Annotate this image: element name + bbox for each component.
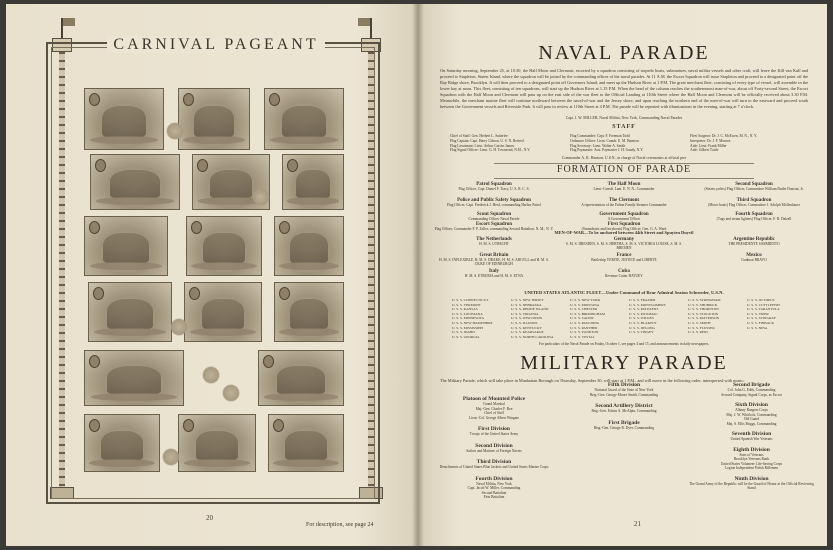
ship-name: U. S. S. FINBACK: [747, 320, 775, 325]
squadron-name: Scout Squadron: [476, 212, 512, 217]
nation-detail: H. M. S. UTRECHT: [479, 242, 509, 246]
staff-entry: Flag Captain: Capt. Harry Gibson, U. S. N. Retired: [450, 138, 524, 143]
ship-name: U. S. S. REID: [688, 330, 708, 335]
staff-entry: Interpreter: Dr. J. F. Monroe: [690, 138, 731, 143]
medallion-icon: [183, 93, 194, 106]
medallion-icon: [269, 93, 280, 106]
fleet-column: [452, 298, 512, 339]
ship-name: U. S. S. KENTUCKY: [511, 325, 542, 330]
staff-entry: Flag Lieutenant: Lieut. Arthur Curtiss James: [450, 143, 515, 148]
fleet-column: [747, 298, 807, 330]
medallion-icon: [263, 355, 274, 368]
nation: [564, 237, 684, 251]
staff-entry: Ordnance Officer: Lieut. Comdr. E. M. Harmon: [570, 138, 639, 143]
nation-name: France: [616, 253, 632, 258]
division-detail: The Grand Army of the Republic will be the Guard of Honor at the Official Reviewing Stand: [689, 481, 814, 490]
medallion-icon: [279, 221, 290, 234]
float-illustration: [84, 414, 160, 472]
division-name: Fourth Division: [475, 475, 513, 482]
squadron-name: Fourth Squadron: [735, 212, 773, 217]
decorative-leaf-icon: [166, 122, 184, 140]
second-commander-line: Commander A. K. Harmon, U.S.N., in charge of Naval ceremonies at official pier: [561, 156, 687, 160]
float-illustration: [258, 350, 344, 406]
nation: [564, 269, 684, 278]
float-illustration: [90, 154, 180, 210]
medallion-icon: [95, 159, 106, 172]
medallion-icon: [191, 221, 202, 234]
naval-commander-line: Capt. J. W. MILLER, Naval Militia, New York, Commanding Naval Parades: [565, 116, 683, 120]
ship-name: U. S. S. DELONG: [629, 325, 656, 330]
fleet-column: [688, 298, 748, 335]
description-note: For description, see page 24: [306, 522, 374, 528]
nation: [434, 253, 554, 267]
nation-name: Argentine Republic: [733, 237, 775, 242]
fleet-note: For particulars of the Naval Parade on Friday, October 1, see pages 4 and 15, and announcements in daily newspapers.: [538, 342, 710, 346]
staff-column-3: [690, 134, 800, 153]
float-illustration: [184, 282, 262, 342]
squadron-detail: (Tugs and steam lighters) Flag Officer, F. B. Dalzell: [716, 217, 792, 221]
squadron-detail: Commanding Officer Naval Parade: [468, 217, 520, 221]
medallion-icon: [189, 287, 200, 300]
float-illustration: [84, 88, 164, 150]
ship-name: U. S. S. MONTGOMERY: [629, 302, 666, 307]
magazine-spread: [6, 4, 827, 546]
ship-name: U. S. S. TARANTULA: [747, 307, 780, 312]
squadron-name: Third Squadron: [736, 198, 772, 203]
squadron-detail: A Government Officer: [607, 217, 641, 221]
staff-entry: Chief of Staff: Gen. Herbert L. Satterlee: [450, 134, 508, 138]
squadron-detail: (Motor boats) Flag Officer, Commodore J. Adolph Mollenhauer: [708, 203, 800, 207]
medallion-icon: [287, 159, 298, 172]
fleet-column: [511, 298, 571, 339]
ship-name: U. S. S. MISSISSIPPI: [452, 325, 484, 330]
ship-name: U. S. S. POTOMAC: [629, 311, 658, 316]
squadron-name: Second Squadron: [735, 182, 773, 187]
squadron-name: The Half Moon: [607, 182, 641, 187]
ship-name: U. S. S. NORTH CAROLINA: [511, 334, 554, 339]
staff-column-2: [570, 134, 680, 153]
float-illustration: [186, 216, 262, 276]
division-name: Second Artillery District: [595, 403, 653, 409]
squadron-detail: A representation of the Fulton Family Steamer Commander: [581, 203, 667, 207]
ship-name: U. S. S. NEW JERSEY: [511, 298, 544, 302]
squadron-detail: (Steam yachts) Flag Officer, Commodore William Butler Duncan, Jr.: [704, 187, 804, 191]
division: [434, 476, 554, 500]
squadron-name: Police and Public Safety Squadron: [457, 198, 531, 203]
ship-name: U. S. S. WISCONSIN: [511, 316, 543, 321]
ship-name: U. S. S. RHODE ISLAND: [511, 307, 549, 312]
medallion-icon: [89, 221, 100, 234]
left-page: [6, 4, 418, 546]
division: [434, 443, 554, 454]
float-illustration-grid: [82, 88, 344, 484]
division: [559, 420, 689, 431]
formation-heading: FORMATION OF PARADE: [556, 164, 692, 175]
ship-name: U. S. S. OCTOPUS: [747, 298, 775, 302]
squadron: [564, 198, 684, 207]
military-intro-text: The Military Parade, which will take place in Manhattan Borough on Thursday, September 30, will start at 1 P.M., and will move in the following order, interspersed with music:: [440, 378, 745, 383]
fleet-column: [629, 298, 689, 335]
division: [689, 447, 814, 471]
squadron-name: The Clermont: [608, 198, 640, 203]
squadron-name: First Squadron: [607, 222, 641, 227]
ship-name: U. S. S. MINNESOTA: [452, 316, 485, 321]
ship-name: U. S. S. STOCKTON: [688, 311, 719, 316]
squadron: [434, 182, 554, 191]
float-illustration: [178, 414, 256, 472]
nation: [564, 253, 684, 262]
ship-name: U. S. S. IDAHO: [452, 330, 475, 335]
divider: [494, 178, 754, 179]
division-name: First Brigade: [608, 419, 640, 426]
naval-parade-title: NAVAL PARADE: [538, 42, 710, 64]
squadron: [564, 182, 684, 191]
float-illustration: [274, 216, 344, 276]
military-parade-title: MILITARY PARADE: [520, 352, 728, 374]
ship-name: U. S. S. LOUISIANA: [452, 311, 483, 316]
ship-name: U. S. S. VIRGINIA: [511, 311, 539, 316]
division: [559, 382, 689, 397]
division-name: Seventh Division: [731, 431, 772, 437]
staff-heading: STAFF: [612, 124, 636, 130]
division-name: Third Division: [476, 459, 512, 465]
page-number: 21: [634, 520, 641, 528]
division-detail: Albany Rangers Corps Maj. J. W. Whitlock, Commanding Old Guard Maj. S. Ellis Briggs, Commanding: [726, 408, 777, 426]
division-detail: Grand Marshal Maj.-Gen. Charles F. Roe Chief of Staff Lieut.-Col. George Albert Wingate: [469, 402, 519, 420]
division-name: Second Brigade: [733, 382, 770, 388]
float-illustration: [178, 88, 250, 150]
division-detail: Brig.-Gen. George R. Dyer, Commanding: [593, 425, 655, 430]
float-illustration: [84, 216, 168, 276]
division-name: Platoon of Mounted Police: [462, 396, 526, 402]
float-illustration: [264, 88, 344, 150]
medallion-icon: [89, 419, 100, 432]
nation-name: Italy: [489, 269, 499, 274]
nation-detail: THE PRESIDENTE SARMIENTO: [728, 242, 780, 246]
nation-name: Mexico: [746, 253, 762, 258]
ship-name: U. S. S. TINGEY: [629, 330, 654, 335]
ship-name: U. S. S. GEORGIA: [452, 334, 480, 339]
division-detail: Sailors and Marines of Foreign Navies: [466, 448, 522, 453]
ship-name: U. S. S. STRINGHAM: [688, 298, 721, 302]
nation: [694, 253, 814, 262]
float-illustration: [84, 350, 184, 406]
ship-name: U. S. S. NEW YORK: [570, 298, 601, 302]
squadron: [434, 198, 554, 207]
ship-name: U. S. S. PATTERSON: [688, 316, 720, 321]
division-detail: National Guard of the State of New York Brig.-Gen. George Moore Smith, Commanding: [589, 388, 659, 397]
division: [434, 426, 554, 437]
ship-name: U. S. S. CUTTLEFISH: [747, 302, 780, 307]
right-page: [418, 4, 827, 546]
division: [434, 459, 554, 470]
squadron-detail: Flag Officer, Commander F. P. Zeller, commanding Second Battalion, N. M., N. Y.: [434, 227, 554, 231]
ship-name: U. S. S. FRAZIER: [629, 298, 656, 302]
float-illustration: [268, 414, 344, 472]
nation-name: Germany: [613, 237, 635, 242]
nation-name: Great Britain: [479, 253, 509, 258]
squadron-detail: (Steamboats and ferryboats) Flag Officer, Gen. G. A. Ward: [581, 227, 667, 231]
nation-detail: S. M. S. DRESDEN, S. M. S. HERTHA, S. M. S. VICTORIA LOUISE, S. M. S. BREMEN: [565, 242, 683, 251]
book-gutter: [412, 4, 424, 546]
squadron-name: Patrol Squadron: [476, 182, 512, 187]
nation: [434, 269, 554, 278]
ship-name: U. S. S. ILLINOIS: [511, 320, 538, 325]
squadron: [694, 198, 814, 207]
medallion-icon: [89, 355, 100, 368]
naval-intro-text: On Saturday morning, September 25, at 10:30, the Half Moon and Clermont, escorted by a squadron consisting of torpedo boats, submarines, naval militia vessels and other craft, will leave the Kill van Kull and proceed to Stapleton, Staten Island, where the squadron will be joined by the commanding officer of the naval parades. At 11 A.M. the Escort Squadron will issue Stapleton and proceed to a designated point off the Bay Ridge shore, Brooklyn. It will then proceed to a designated point off Governors Island, and meet up the Hudson River at 1 P.M. The great merchant fleet, consisting of every type of vessel, will assemble in the lower bay at noon. This fleet, consisting of ten squadrons, will start up the Hudson River at 1.15 P.M. When the head of the column reaches the southernmost man-of-war, about off Forty-second Street, the Escort Squadron with the Half Moon and Clermont will pass up on the east side of the war fleet to the Official Landing at 110th Street where the Half Moon and Clermont will be officially received about 3.30 P.M. Meanwhile, the merchant marine fleet will continue northward between the naval-of-war and the Jersey shore, and upon reaching the northern end of the men-of-war will turn to the eastward and proceed south between the Government vessels and Riverside Park. It will pass in review at 110th Street at 4 P.M. The parade will be repeated with illuminations in the evening, starting at 7 o'clock.: [440, 68, 808, 109]
ship-name: U. S. S. CONNECTICUT: [452, 298, 489, 302]
page-number: 20: [206, 514, 213, 522]
division-detail: Sons of Veterans Brooklyn Veterans Rank United States Volunteer Life-Saving Corps Legion Independent Polish Riflemen: [720, 452, 783, 470]
nation-name: The Netherlands: [476, 237, 512, 242]
ship-name: U. S. S. STINGRAY: [747, 316, 777, 321]
staff-entry: Fleet Surgeon: Dr. J. C. McEwen, M. N., N. Y.: [690, 134, 758, 138]
decorative-leaf-icon: [252, 188, 270, 206]
division-detail: Detachments of United States Blue Jackets and United States Marine Corps: [439, 465, 549, 469]
nation-detail: Battleship VERITE, JUSTICE and LIBERTE: [591, 258, 657, 262]
nation-name: Cuba: [618, 269, 630, 274]
staff-entry: Flag Secretary: Lieut. Walter A. Smith: [570, 143, 626, 148]
page-title: CARNIVAL PAGEANT: [66, 36, 366, 54]
nation-detail: Revenue Cutter HATUEY: [605, 274, 643, 278]
squadron: [694, 212, 814, 221]
decorative-leaf-icon: [170, 318, 188, 336]
staff-entry: Flag Signal Officer: Lieut. G. H. Townsend, N.M., N.Y.: [450, 148, 531, 153]
squadron-name: Escort Squadron: [475, 222, 513, 227]
medallion-icon: [93, 287, 104, 300]
float-illustration: [282, 154, 344, 210]
division: [689, 382, 814, 397]
division-detail: United Spanish War Veterans: [730, 437, 773, 441]
division-name: First Division: [478, 426, 510, 432]
float-illustration: [274, 282, 344, 342]
ship-name: U. S. S. PAULDING: [570, 320, 600, 325]
division-detail: Brig.-Gen. Edwin A. McAlpin, Commanding: [591, 409, 657, 413]
nation-detail: H. M. S. INFLEXIBLE, H. M. S. DRAKE, H. M. S. ARGYLL and H. M. S. DUKE OF EDINBURGH: [439, 258, 549, 267]
decorative-leaf-icon: [202, 366, 220, 384]
medallion-icon: [197, 159, 208, 172]
ship-name: U. S. S. VESTAL: [570, 334, 595, 339]
ship-name: U. S. S. VERMONT: [452, 302, 481, 307]
ship-name: U. S. S. YANKTON: [570, 330, 599, 335]
ship-name: U. S. S. NEBRASKA: [511, 302, 542, 307]
medallion-icon: [89, 93, 100, 106]
ship-name: U. S. S. KEARSARGE: [511, 330, 544, 335]
ship-name: U. S. S. NEW HAMPSHIRE: [452, 320, 493, 325]
ship-name: U. S. S. FLUSSER: [688, 325, 715, 330]
division-name: Sixth Division: [735, 402, 768, 408]
ship-name: U. S. S. BIRMINGHAM: [570, 311, 606, 316]
ship-name: U. S. S. WILKES: [629, 316, 654, 321]
ship-name: U. S. S. SALEM: [570, 316, 594, 321]
men-of-war-heading: MEN-OF-WAR—To be anchored between 44th Street and Spuyten Duyvil: [554, 230, 694, 235]
division-detail: Troops of the United States Army: [469, 432, 519, 436]
staff-entry: Flag Paymaster: Asst. Paymaster J. H. Gaudy, N.Y.: [570, 148, 644, 153]
squadron-detail: Lieut.-Comdr. Lam. E. N. N., Commander: [593, 187, 655, 191]
staff-column-1: [450, 134, 560, 153]
ship-name: U. S. S. PATUXENT: [629, 307, 659, 312]
ship-name: U. S. S. NINA: [747, 325, 768, 330]
squadron: [694, 182, 814, 191]
fleet-column: [570, 298, 630, 339]
squadron-name: Government Squadron: [599, 212, 649, 217]
ship-name: U. S. S. SMITH: [688, 320, 711, 325]
medallion-icon: [279, 287, 290, 300]
division: [689, 431, 814, 442]
ship-name: U. S. S. VIPER: [747, 311, 769, 316]
ship-name: U. S. S. KANSAS: [452, 307, 478, 312]
nation-detail: Gunboat BRAVO: [741, 258, 767, 262]
division-name: Fifth Division: [607, 382, 641, 388]
ship-name: U. S. S. THORNTON: [688, 307, 719, 312]
nation-detail: H. M. S. ETRURIA and H. M. S. ETNA: [464, 274, 524, 278]
division-name: Second Division: [475, 442, 513, 449]
nation: [434, 237, 554, 246]
squadron: [564, 212, 684, 221]
division: [689, 476, 814, 491]
nation: [694, 237, 814, 246]
float-illustration: [88, 282, 172, 342]
squadron-detail: Flag Officer, Capt. Daniel F. Tracy, U. S. R. C. S.: [458, 187, 530, 191]
staff-entry: Aide: Lieut. Frank Miller: [690, 143, 727, 148]
ship-name: U. S. S. CHESTER: [570, 307, 598, 312]
decorative-leaf-icon: [162, 448, 180, 466]
staff-entry: Aide: Gilbert Tuttle: [690, 148, 719, 153]
division-detail: Naval Militia, New York Capt. Jacob W. Miller, Commanding Second Battalion First Battalion: [467, 481, 521, 499]
division: [689, 402, 814, 426]
division: [559, 403, 689, 414]
fleet-heading: UNITED STATES ATLANTIC FLEET—Under Command of Rear Admiral Seaton Schroeder, U.S.N.: [524, 290, 724, 295]
ship-name: U. S. S. MONTANA: [570, 302, 600, 307]
staff-entry: Flag Commander: Capt. F. Freeman Todd: [570, 134, 630, 138]
division: [434, 396, 554, 420]
decorative-leaf-icon: [222, 384, 240, 402]
squadron: [434, 212, 554, 221]
ship-name: U. S. S. SHUBRICK: [688, 302, 718, 307]
ship-name: U. S. S. BLAKELY: [629, 320, 657, 325]
squadron-detail: Flag Officer, Capt. Frederick J. Herd, commanding Harbor Patrol: [446, 203, 541, 207]
medallion-icon: [273, 419, 284, 432]
medallion-icon: [183, 419, 194, 432]
ship-name: U. S. S. PANTHER: [570, 325, 598, 330]
division-name: Eighth Division: [733, 446, 770, 453]
division-detail: Col. John G. Eddy, Commanding Second Company, Signal Corps, as Escort: [721, 388, 782, 397]
division-name: Ninth Division: [734, 475, 769, 482]
